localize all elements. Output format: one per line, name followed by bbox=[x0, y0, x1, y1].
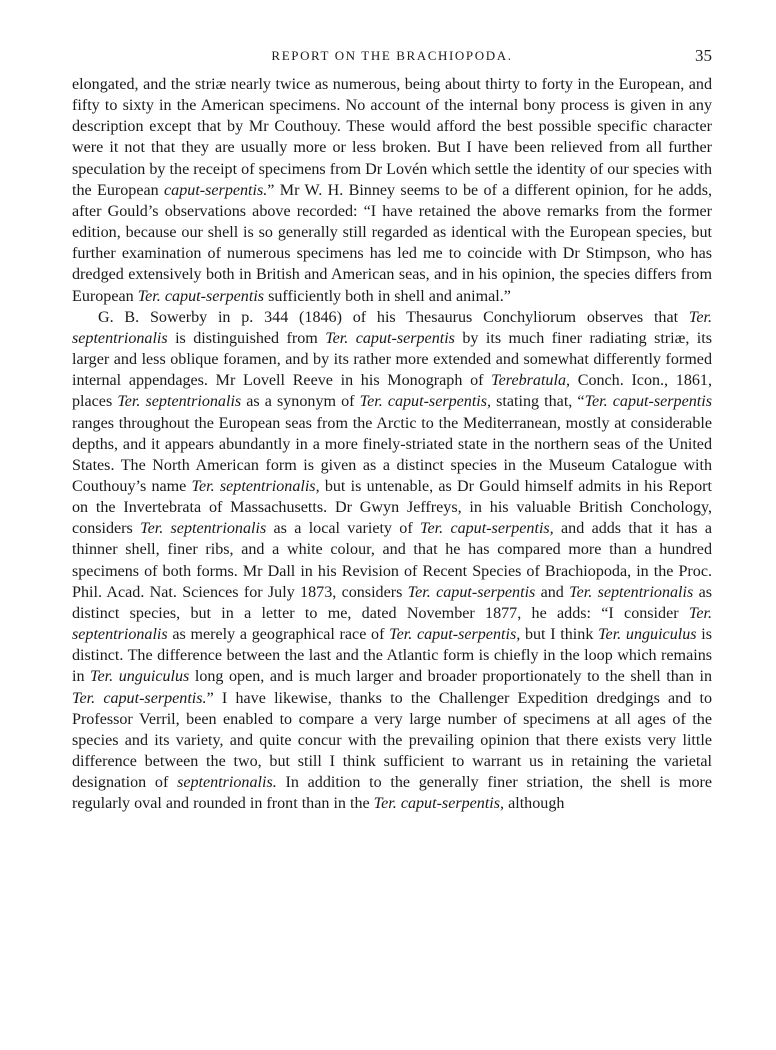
italic-run: Ter. septentrionalis bbox=[140, 520, 267, 538]
text-run: long open, and is much larger and broader proportionately to the shell than in bbox=[189, 668, 712, 686]
italic-run: Ter. caput-serpentis. bbox=[72, 689, 207, 707]
text-run: but I think bbox=[520, 626, 599, 644]
italic-run: Ter. septentrionalis bbox=[72, 308, 712, 347]
italic-run: Ter. caput-serpentis bbox=[407, 583, 536, 601]
text-run: and bbox=[535, 583, 570, 601]
text-run: ” Mr W. H. Binney seems to be of a different opinion, for he adds, after Gould’s observations above recorded: “I have retained the above remarks from the former edition, because our shell is so generally still regarded as identical with the European species, but further examination of numerous specimens has led me to coincide with Dr Stimpson, who has dredged extensively both in British and American seas, and in his opinion, the species differs from European bbox=[72, 181, 712, 305]
italic-run: Ter. septentrionalis bbox=[569, 583, 694, 601]
running-head bbox=[72, 44, 712, 74]
text-run: as distinct species, but in a letter to me, dated November 1877, he adds: “I consider bbox=[72, 583, 712, 622]
text-run: ranges throughout the European seas from the Arctic to the Mediterranean, mostly at considerable depths, and it appears abundantly in a more finely-striated state in the northern seas of the United States. The North American form is given as a distinct species in the Museum Catalogue with Couthouy’s name bbox=[72, 414, 712, 495]
text-run: elongated, and the striæ nearly twice as numerous, being about thirty to forty in the European, and fifty to sixty in the American specimens. No account of the internal bony process is given in any description except that by Mr Couthouy. These would afford the best possible specific character were it not that they are usually more or less broken. But I have been relieved from all further speculation by the receipt of specimens from Dr Lovén which settle the identity of our species with the European bbox=[72, 76, 712, 199]
italic-run: Terebratula, bbox=[491, 372, 571, 390]
text-run: Conch. Icon., 1861, places bbox=[72, 372, 712, 411]
italic-run: Ter. septentrionalis bbox=[117, 393, 242, 411]
italic-run: Ter. caput-serpentis bbox=[584, 393, 712, 411]
italic-run: Ter. septentrionalis, bbox=[191, 477, 320, 495]
italic-run: Ter. caput-serpentis bbox=[325, 329, 455, 347]
body-text bbox=[72, 74, 712, 814]
text-run: is distinct. The difference between the last and the Atlantic form is chiefly in the loop which remains in bbox=[72, 626, 712, 686]
text-run: ” I have likewise, thanks to the Challenger Expedition dredgings and to Professor Verril, been enabled to compare a very large number of specimens at all ages of the species and its variety, and quite concur with the prevailing opinion that there exists very little difference between the two, but still I think sufficient to warrant us in retaining the varietal designation of bbox=[72, 689, 712, 792]
text-run: as a synonym of bbox=[241, 393, 360, 411]
text-run: is distinguished from bbox=[167, 329, 326, 347]
paragraph bbox=[72, 307, 712, 815]
text-run: sufficiently both in shell and animal.” bbox=[264, 287, 511, 305]
italic-run: Ter. unguiculus bbox=[598, 626, 697, 644]
text-run: stating that, “ bbox=[491, 393, 585, 411]
text-run: as merely a geographical race of bbox=[167, 626, 390, 644]
italic-run: Ter. septentrionalis bbox=[72, 604, 712, 644]
italic-run: Ter. caput-serpentis, bbox=[389, 626, 521, 644]
italic-run: caput-serpentis. bbox=[164, 181, 268, 199]
italic-run: Ter. caput-serpentis, bbox=[420, 520, 554, 538]
document-page bbox=[72, 44, 712, 814]
text-run: but is untenable, as Dr Gould himself admits in his Report on the Invertebrata of Massachusetts. Dr Gwyn Jeffreys, in his valuable British Conchology, considers bbox=[72, 477, 712, 538]
italic-run: Ter. caput-serpentis, bbox=[373, 795, 505, 813]
text-run: as a local variety of bbox=[266, 520, 421, 538]
text-run: by its much finer radiating striæ, its larger and less oblique foramen, and by its rather more extended and somewhat differently formed internal appendages. Mr Lovell Reeve in his Monograph of bbox=[72, 329, 713, 390]
text-run: and adds that it has a thinner shell, finer ribs, and a white colour, and that he has compared more than a hundred specimens of both forms. Mr Dall in his Revision of Recent Species of Brachiopoda, in the Proc. Phil. Acad. Nat. Sciences for July 1873, considers bbox=[72, 520, 712, 601]
text-run: G. B. Sowerby in p. 344 (1846) of his Thesaurus Conchyliorum observes that bbox=[98, 308, 689, 326]
italic-run: Ter. unguiculus bbox=[90, 668, 190, 686]
running-title: REPORT ON THE BRACHIOPODA. bbox=[271, 48, 513, 63]
text-run: In addition to the generally finer striation, the shell is more regularly oval and rounded in front than in the bbox=[72, 774, 712, 813]
paragraph bbox=[72, 74, 712, 307]
text-run: although bbox=[504, 795, 565, 813]
page-number: 35 bbox=[695, 46, 712, 65]
italic-run: septentrionalis. bbox=[177, 774, 277, 792]
italic-run: Ter. caput-serpentis, bbox=[359, 393, 492, 411]
italic-run: Ter. caput-serpentis bbox=[137, 287, 265, 305]
